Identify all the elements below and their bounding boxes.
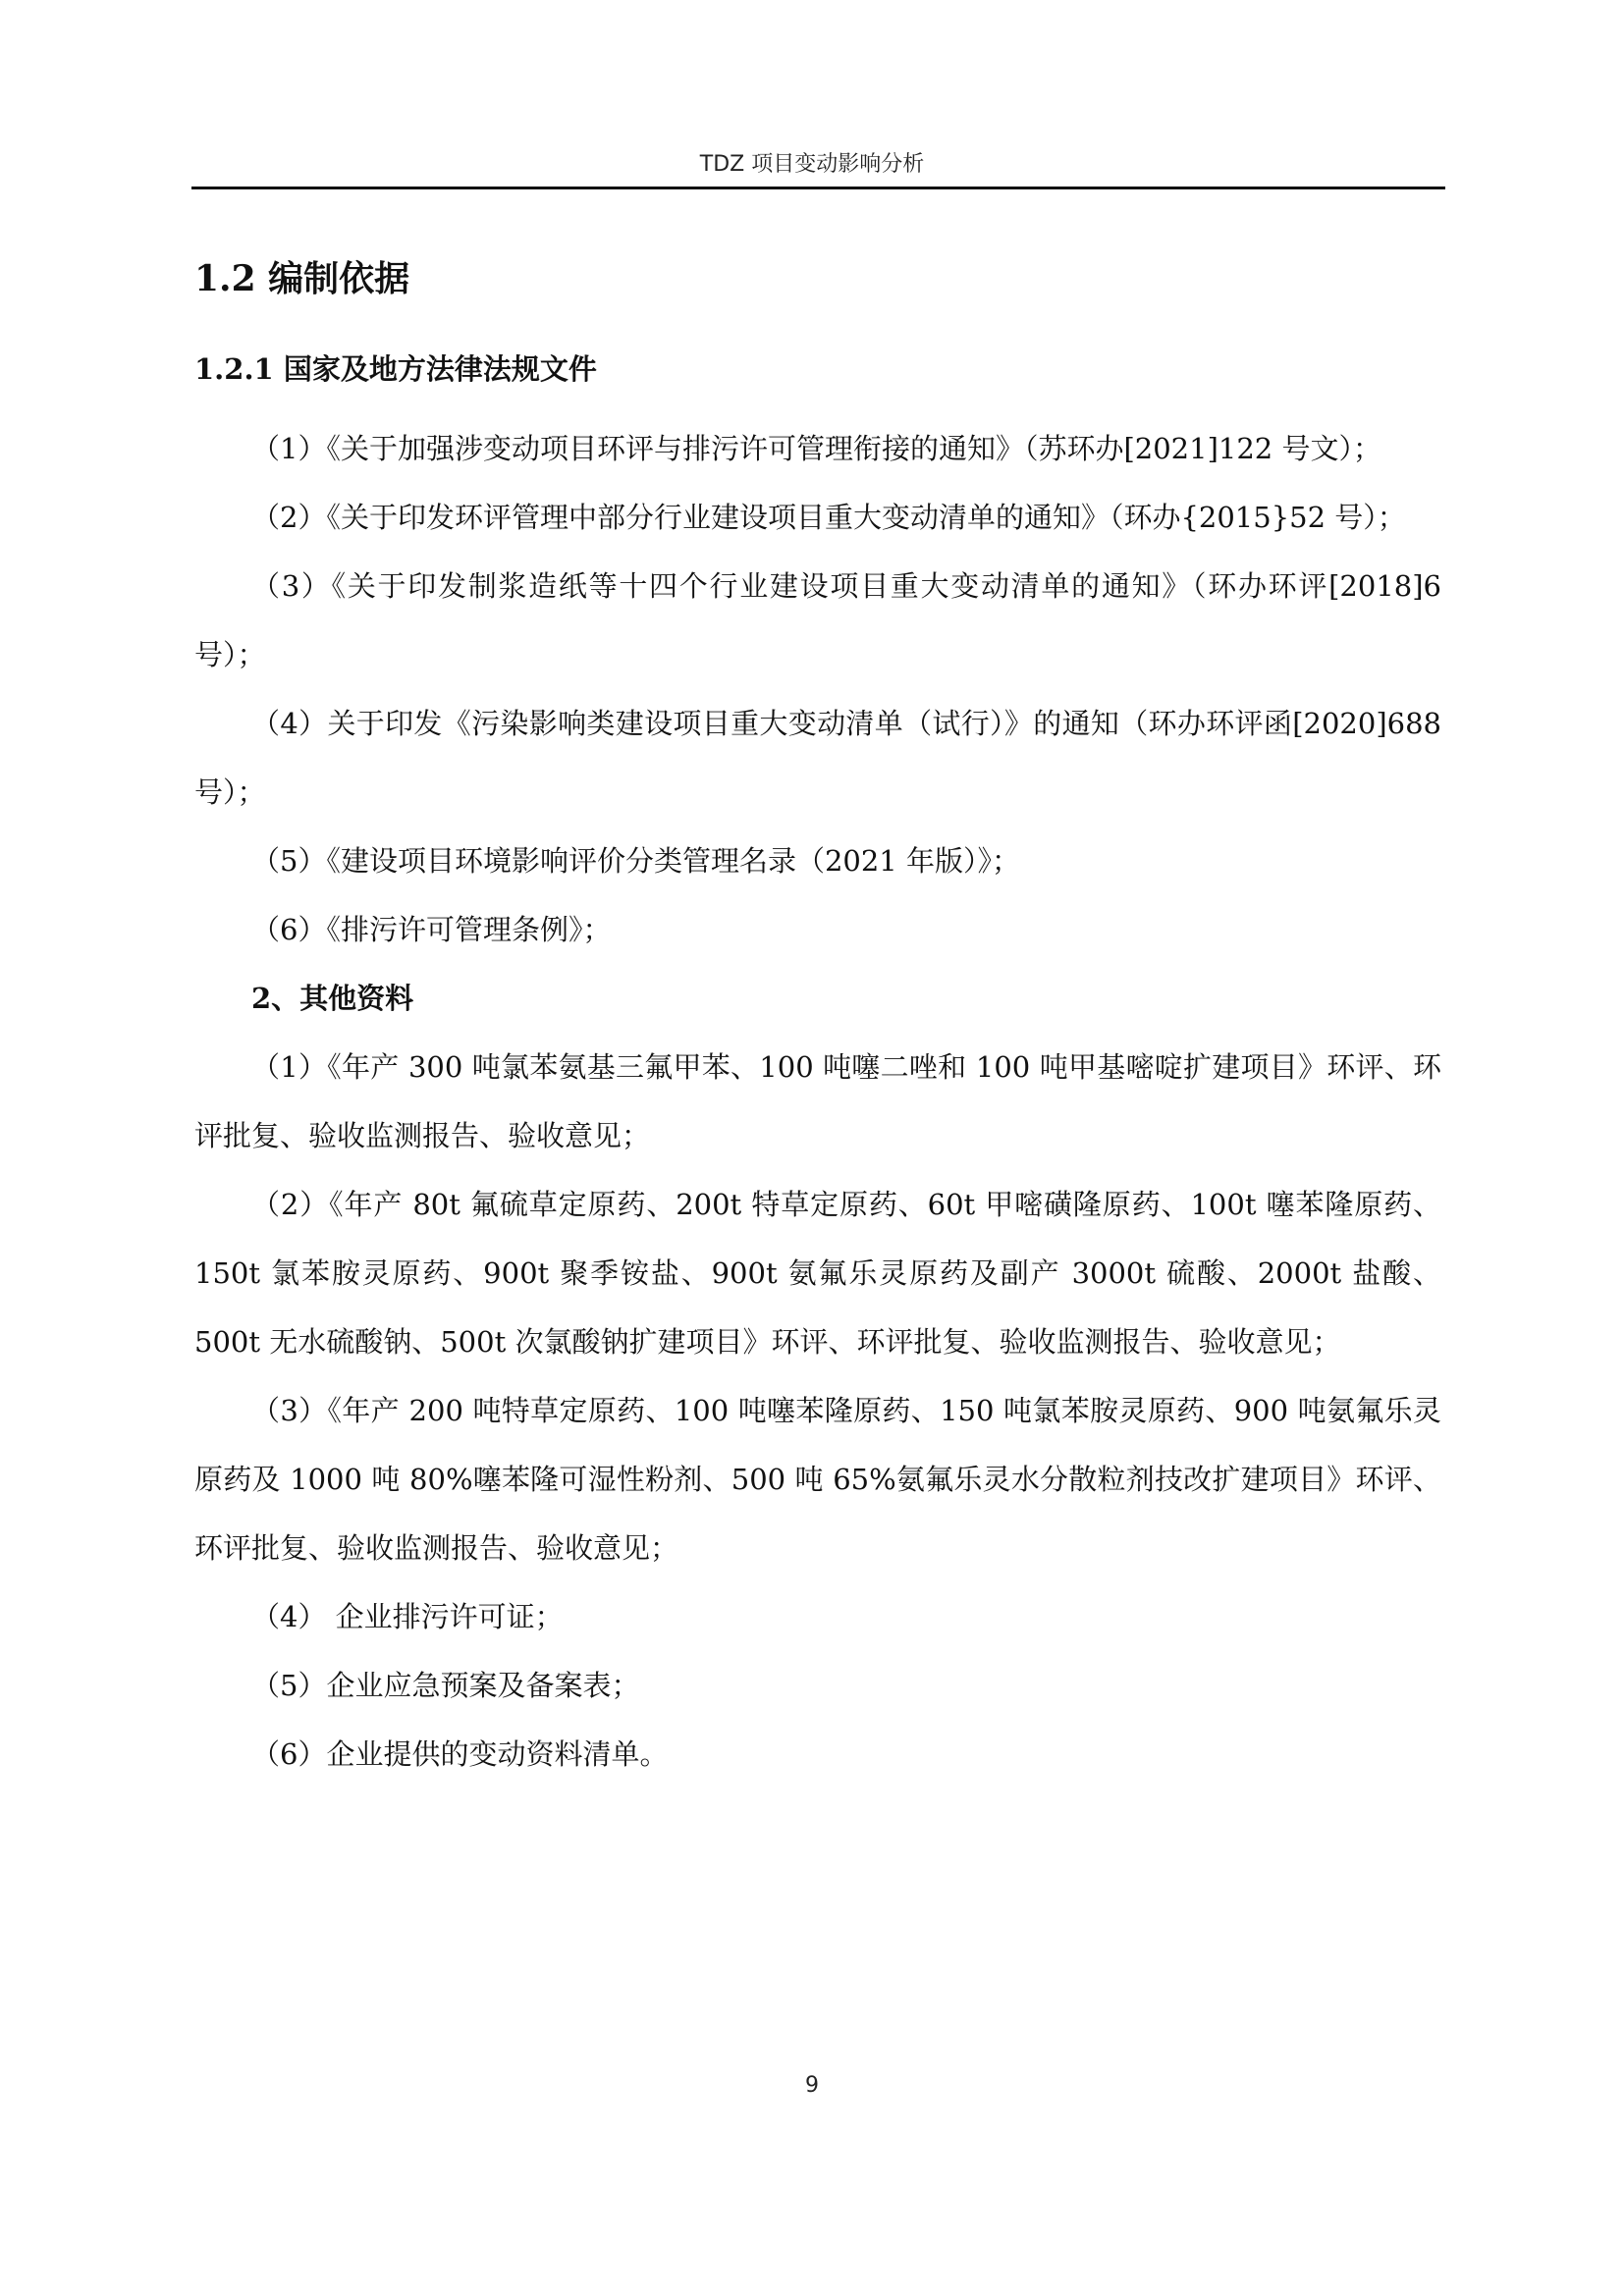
other-materials-heading: 2、其他资料 [251,982,414,1015]
material-item: （3）《年产 200 吨特草定原药、100 吨噻苯隆原药、150 吨氯苯胺灵原药、900 吨氨氟乐灵原药及 1000 吨 80%噻苯隆可湿性粉剂、500 吨 65%氨氟乐灵水分散粒剂技改扩建项目》环评、环评批复、验收监测报告、验收意见； [194,1394,1441,1565]
running-header: TDZ 项目变动影响分析 [699,152,925,177]
material-item: （6）企业提供的变动资料清单。 [251,1737,669,1771]
page-number: 9 [805,2073,819,2098]
material-item: （2）《年产 80t 氟硫草定原药、200t 特草定原药、60t 甲嘧磺隆原药、100t 噻苯隆原药、150t 氯苯胺灵原药、900t 聚季铵盐、900t 氨氟乐灵原药及副产 3000t 硫酸、2000t 盐酸、500t 无水硫酸钠、500t 次氯酸钠扩建项目》环评、环评批复、验收监测报告、验收意见； [194,1188,1441,1359]
section-heading: 1.2 编制依据 [194,258,410,299]
regulation-item: （4）关于印发《污染影响类建设项目重大变动清单（试行）》的通知（环办环评函[2020]688 号）； [194,707,1441,809]
material-item: （5）企业应急预案及备案表； [251,1669,640,1702]
regulation-item: （1）《关于加强涉变动项目环评与排污许可管理衔接的通知》（苏环办[2021]122 号文）； [251,432,1381,465]
document-body [194,414,1441,1789]
material-item: （1）《年产 300 吨氯苯氨基三氟甲苯、100 吨噻二唑和 100 吨甲基嘧啶扩建项目》环评、环评批复、验收监测报告、验收意见； [194,1050,1441,1152]
regulation-item: （2）《关于印发环评管理中部分行业建设项目重大变动清单的通知》（环办{2015}52 号）； [251,501,1406,534]
regulation-item: （3）《关于印发制浆造纸等十四个行业建设项目重大变动清单的通知》（环办环评[2018]6 号）； [194,569,1441,671]
regulation-item: （5）《建设项目环境影响评价分类管理名录（2021 年版）》； [251,844,1020,878]
material-item: （4） 企业排污许可证； [251,1600,564,1633]
subsection-heading: 1.2.1 国家及地方法律法规文件 [194,352,597,386]
header-divider [191,187,1445,189]
regulation-item: （6）《排污许可管理条例》； [251,913,612,946]
